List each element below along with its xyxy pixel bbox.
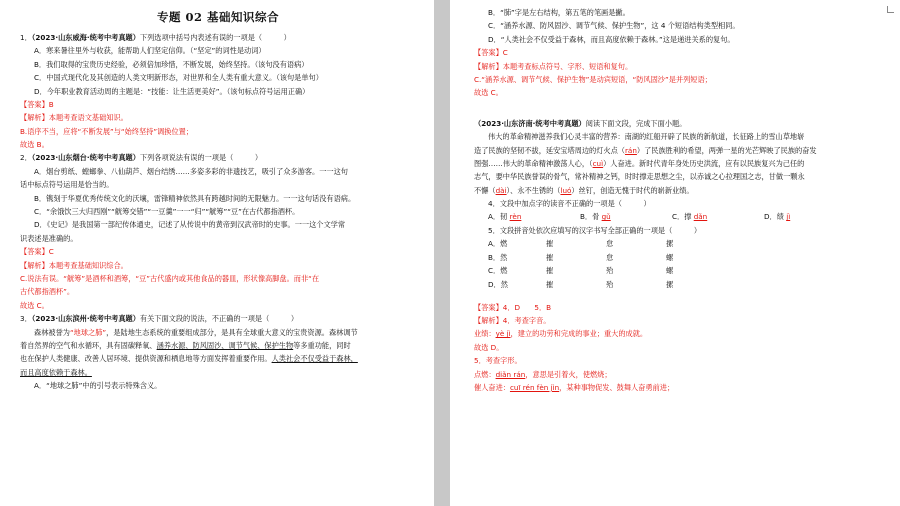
q4-options [474,210,884,223]
q1-selection: 故选 B。 [20,140,49,150]
q4-option-d: D．绩 jì [764,212,791,222]
q4-q5-answer: 【答案】4．D 5．B [474,302,552,312]
page-corner-mark [887,6,894,13]
q4-explanation: 【解析】4．考查字音。 [474,316,551,326]
q3-explanation-detail: C.“涵养水源、调节气候、保护生物”是动宾短语，“防风固沙”是并列短语； [474,74,712,84]
q2-option-d: D．《史记》是我国第一部纪传体通史，记述了从传说中的黄帝到汉武帝时的史事。一一这个文学常 [34,220,346,230]
q3-passage-line-4: 而且高度依赖于森林。 [20,367,92,377]
q2-option-a-cont: 话中标点符号运用是恰当的。 [20,180,114,190]
q3-answer: 【答案】C [474,48,508,58]
q3-stem: 3．（2023·山东滨州·统考中考真题）有关下面文段的说法，不正确的一项是（ ） [20,314,299,324]
q5-option-row: D．然 摧 殆 摞 [488,280,674,290]
q2-stem: 2．（2023·山东烟台·统考中考真题）下列各项说法有误的一项是（ ） [20,153,263,163]
q3-passage-line-2: 着自然界的空气和水循环，具有固碳释氧、涵养水源、防风固沙、调节气候、保护生物等多重功能，同时 [20,340,351,350]
passage-line-1: 伟大的革命精神滋养我们心灵丰富的营养：南湖的红船开辟了民族的新航道，长征路上的雪山草地崭 [488,132,805,142]
q1-answer: 【答案】B [20,99,54,109]
q5-stem: 5．文段拼音处依次应填写的汉字书写全部正确的一项是（ ） [488,225,702,235]
q1-explanation-detail: B.语序不当，应将“不断发展”与“始终坚持”调换位置； [20,126,194,136]
q5-option-row: A．燃 摧 怠 摞 [488,239,674,249]
q3-option-b: B．“肺”字是左右结构，第五笔的笔画是撇。 [488,8,630,17]
q2-option-a: A．烟台剪纸、螳螂拳、八仙葫芦、烟台结绣……多姿多彩的非遗技艺，吸引了众多游客。一一这句 [34,166,348,176]
q3-option-d: D．“人类社会不仅受益于森林，而且高度依赖于森林。”这是递进关系的复句。 [488,34,735,44]
q1-option-d: D．今年职业教育活动周的主题是：“技能：让生活更美好”。（该句标点符号运用正确） [34,86,310,96]
q2-option-c: C．“余饿饮三大归西刚”“觥筹交错”“一豆羹”一一“归”“觥筹”“豆”在古代都指酒杯。 [34,207,300,217]
q3-option-c: C．“涵养水源、防风固沙、调节气候、保护生物”，这 4 个短语结构类型相同。 [488,21,740,31]
q1-explanation: 【解析】本题考查语文基础知识。 [20,113,128,123]
document-title: 专题 02 基础知识综合 [156,10,279,24]
q5-option-row: C．燃 摧 殆 螺 [488,266,674,276]
document-page-left [0,0,434,506]
passage-line-4: 志气，要中华民族誉误的骨气，常补精神之钙，时时撑走思想之尘，以赤诚之心拉理国之志，甘做一颗永 [474,172,805,182]
passage-heading: （2023·山东济南·统考中考真题）阅读下面文段，完成下面小题。 [474,118,687,128]
q3-explanation: 【解析】本题考查标点符号、字形、短语和复句。 [474,61,633,71]
document-page-right [450,0,900,506]
q1-option-a: A．寒来暑往里外与收获，能帮助人们坚定信仰。（“坚定”的词性是动词） [34,46,266,56]
page-gap [434,0,450,506]
q3-selection: 故选 C。 [474,88,503,98]
q4-explanation-detail: 业绩：yè jì，建立的功劳和完成的事业；重大的成就。 [474,329,648,339]
q5-option-row: B．然 摧 怠 螺 [488,252,674,262]
q4-option-a: A．韧 rèn [488,212,522,222]
q4-option-b: B．骨 gǔ [580,212,611,222]
q2-selection: 故选 C。 [20,300,49,310]
q4-stem: 4．文段中加点字的读音不正确的一项是（ ） [488,199,651,209]
passage-line-5: 不懈（dài）、永不生锈的（luó）丝钉，创造无愧于时代的崭新业绩。 [474,185,694,195]
q3-passage-line-3: 也在保护人类健康、改善人居环境、提供资源和栖息地等方面发挥着重要作用。人类社会不仅受益于森林， [20,354,358,364]
q3-passage-line-1: 森林被誉为“地球之肺”，是陆地生态系统的重要组成部分，是具有全球重大意义的宝贵资源。森林调节 [34,327,358,337]
q1-option-b: B．我们取得的宝贵历史经验，必须倍加珍惜，不断发展，始终坚持。（该句没有语病） [34,59,309,69]
q4-option-c: C．撑 dǎn [672,212,708,222]
passage-line-3: 图强……伟大的革命精神激荡人心，（cuì）人奋进。新时代青年身处历史洪流，应有以民族复兴为己任的 [474,158,805,168]
q3-option-a: A．“地球之肺”中的引号表示特殊含义。 [34,381,162,391]
q2-option-d-cont: 识表述是准确的。 [20,233,78,243]
q1-stem: 1．（2023·山东威海·统考中考真题）下列选项中括号内表述有误的一项是（ ） [20,32,291,42]
q5-explanation-detail-1: 点燃：diǎn rán，意思是引着火，使燃烧； [474,369,612,379]
q2-explanation: 【解析】本题考查基础知识综合。 [20,260,128,270]
q2-option-b: B．镌刻于华夏优秀传统文化的沃壤，雷锋精神依然具有跨越时间的无限魅力。一一这句话没有语病。 [34,193,356,203]
q2-explanation-detail: C.说法有误。“觥筹”是酒杯和酒筹，“豆”古代盛内或其他食品的器皿，形状像高脚盘。而非“在 [20,273,320,283]
q4-selection: 故选 D。 [474,342,504,352]
q5-explanation-heading: 5．考查字形。 [474,356,522,366]
q5-explanation-detail-2: 催人奋进：cuī rén fèn jìn，某种事物促发、鼓舞人奋勇前进； [474,382,675,392]
q1-option-c: C．中国式现代化及其创造的人类文明新形态，对世界和全人类有重大意义。（该句是单句） [34,73,323,83]
passage-line-2: 造了民族的坚韧不拔，延安宝塔周边的灯火点（rán）了民族胜利的希望，两弹一星的光芒辉映了民族的奋发 [474,145,817,155]
q2-explanation-detail-cont: 古代都指酒杯”。 [20,287,75,297]
q2-answer: 【答案】C [20,247,54,257]
